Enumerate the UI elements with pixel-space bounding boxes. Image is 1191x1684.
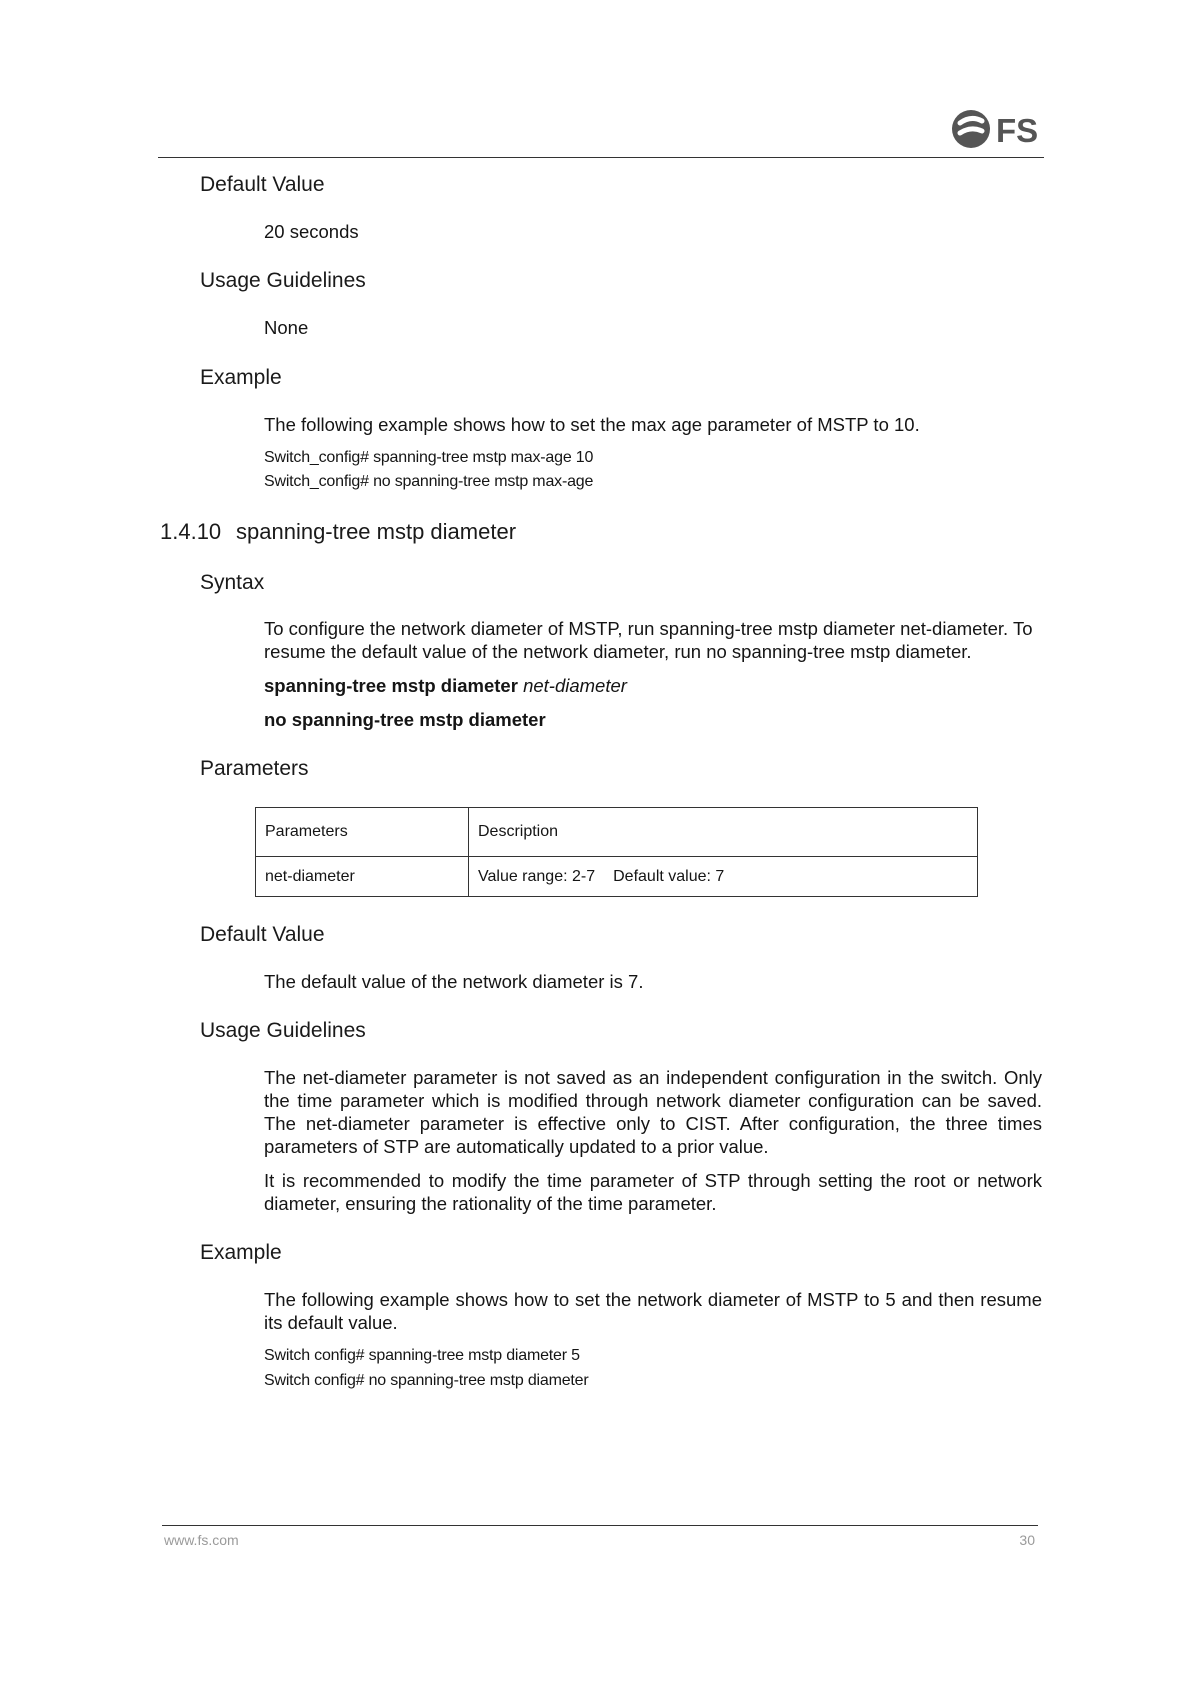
heading-default-value-prev: Default Value [200, 173, 325, 196]
heading-default-value: Default Value [200, 923, 325, 946]
usage-guidelines-paragraph-1: The net-diameter parameter is not saved as an independent configuration in the switch. Only the time parameter which is modified through network diameter configuration can be saved. The net-diameter parameter is effective only to CIST. After configuration, the three times parameters of STP are automatically updated to a prior value. [264, 1067, 1042, 1157]
heading-parameters: Parameters [200, 757, 309, 780]
footer-page-number: 30 [1019, 1532, 1035, 1548]
header-rule [158, 157, 1044, 158]
usage-guidelines-prev-text: None [264, 317, 309, 338]
default-value-text: The default value of the network diameter is 7. [264, 971, 644, 992]
default-value-prev-text: 20 seconds [264, 221, 359, 242]
example-code-line-2: Switch config# no spanning-tree mstp diameter [264, 1372, 589, 1389]
usage-guidelines-paragraph-2: It is recommended to modify the time parameter of STP through setting the root or network diameter, ensuring the rationality of the time parameter. [264, 1170, 1042, 1214]
example-prev-code-line-2: Switch_config# no spanning-tree mstp max-age [264, 473, 594, 490]
example-code-line-1: Switch config# spanning-tree mstp diameter 5 [264, 1347, 580, 1364]
example-prev-intro: The following example shows how to set the max age parameter of MSTP to 10. [264, 414, 920, 435]
syntax-command-1-keyword: spanning-tree mstp diameter [264, 675, 518, 696]
table-header-row [256, 808, 978, 857]
footer-website: www.fs.com [164, 1532, 239, 1548]
example-intro: The following example shows how to set the network diameter of MSTP to 5 and then resume its default value. [264, 1289, 1042, 1333]
heading-usage-guidelines: Usage Guidelines [200, 1019, 366, 1042]
syntax-command-2: no spanning-tree mstp diameter [264, 709, 546, 730]
section-title-text: spanning-tree mstp diameter [236, 519, 517, 544]
table-cell-default: Default value: 7 [613, 867, 725, 885]
example-prev-code-line-1: Switch_config# spanning-tree mstp max-age 10 [264, 449, 594, 466]
heading-syntax: Syntax [200, 571, 265, 594]
syntax-command-1 [264, 674, 627, 698]
syntax-text: To configure the network diameter of MSTP, run spanning-tree mstp diameter net-diameter. To resume the default value of the network diameter, run no spanning-tree mstp diameter. [264, 618, 1033, 662]
table-header-parameters: Parameters [256, 808, 469, 857]
parameters-table [255, 807, 978, 897]
section-title [160, 518, 516, 546]
table-cell-range: Value range: 2-7 [478, 867, 596, 885]
table-cell-param: net-diameter [256, 857, 469, 897]
fs-logo-text: FS [996, 112, 1039, 149]
heading-usage-guidelines-prev: Usage Guidelines [200, 269, 366, 292]
heading-example: Example [200, 1241, 282, 1264]
fs-logo [950, 106, 1046, 152]
heading-example-prev: Example [200, 366, 282, 389]
syntax-command-1-arg: net-diameter [523, 675, 627, 696]
section-number: 1.4.10 [160, 519, 222, 544]
table-cell-description [469, 857, 978, 897]
fs-logo-mark [950, 106, 1046, 152]
table-row [256, 857, 978, 897]
table-header-description: Description [469, 808, 978, 857]
footer-rule [162, 1525, 1038, 1526]
